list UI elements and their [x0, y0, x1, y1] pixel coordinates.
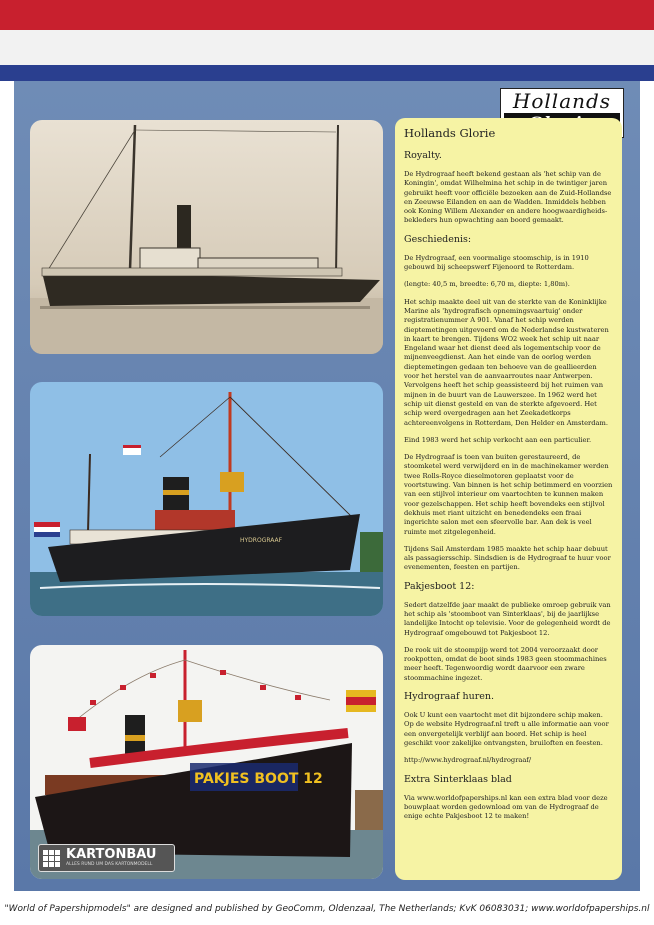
paragraph: Sedert datzelfde jaar maakt de publieke omroep gebruik van het schip als 'stoomboot van Sinterklaas', bij de jaarlijkse landelijke Intocht op televisie. Voor de gelegenheid wordt de Hydrograaf omgebouwd tot Pakjesboot 12.	[404, 600, 611, 637]
section-heading: Royalty.	[404, 150, 442, 161]
paragraph: De Hydrograaf, een voormalige stoomschip, is in 1910 gebouwd bij scheepswerf Fijenoord te Rotterdam.	[404, 253, 589, 272]
kartonbau-grid-icon	[43, 850, 60, 867]
section-heading: Hydrograaf huren.	[404, 691, 495, 703]
paragraph: Eind 1983 werd het schip verkocht aan een particulier.	[404, 435, 592, 444]
ship-banner-text: PAKJES BOOT 12	[194, 771, 323, 787]
kartonbau-name: KARTONBAU	[66, 847, 157, 862]
photo-historic-ship	[30, 120, 383, 354]
paragraph: Het schip maakte deel uit van de sterkte van de Koninklijke Marine als 'hydrografisch opnemingsvaartuig' onder registratienummer A 901. Vanaf het schip werden dieptemetingen uitgevoerd om de Nederlandse kustwateren in kaart te brengen. Tijdens WO2 week het schip uit naar Engeland waar het dienst deed als logementschip voor de mijnenveegdienst. Aan het einde van de oorlog werden dieptemetingen gedaan ten behoeve van de geallieerden voor het herstel van de aanvaarroutes naar Antwerpen. Vervolgens heeft het schip geassisteerd bij het ruimen van mijnen in de buurt van de Lauwerszee. In 1962 werd het schip uit dienst gesteld en van de sterkte afgevoerd. Het schip werd overgedragen aan het Zeekadetkorps achtereenvolgens in Rotterdam, Den Helder en Amsterdam.	[404, 297, 609, 427]
ship-hull-name: HYDROGRAAF	[240, 537, 283, 544]
section-heading: Pakjesboot 12:	[404, 580, 475, 592]
flag-stripe-blue	[0, 65, 654, 81]
paragraph: Via www.worldofpaperships.nl kan een extra blad voor deze bouwplaat worden gedownload om van de Hydrograaf de enige echte Pakjesboot 12 te maken!	[404, 793, 608, 821]
section-heading: Geschiedenis:	[404, 233, 472, 245]
article-title: Hollands Glorie	[404, 126, 496, 140]
footer-credits: "World of Papershipmodels" are designed and published by GeoComm, Oldenzaal, The Netherlands; KvK 06083031; www.worldofpaperships.nl	[4, 904, 650, 914]
article-text-box	[395, 118, 622, 880]
website-link[interactable]: http://www.hydrograaf.nl/hydrograaf/	[404, 756, 532, 765]
paragraph: De Hydrograaf is toen van buiten gerestaureerd, de stoomketel werd verwijderd en in de machinekamer werden twee Rolls-Royce dieselmotoren geplaatst voor de voortstuwing. Van binnen is het schip betimmerd en voorzien van een stijlvol interieur om vaartochten te kunnen maken voor gezelschappen. Het schip heeft bovendeks een stijlvol dekhuis met riant uitzicht en benedendeks een fraai ingerichte salon met een sfeervolle bar. Aan dek is veel ruimte met zitgelegenheid.	[404, 453, 613, 536]
flag-stripe-red	[0, 0, 654, 30]
paragraph: De Hydrograaf heeft bekend gestaan als 'het schip van de Koningin', omdat Wilhelmina het schip in de twintiger jaren gebruikt heeft voor officiële bezoeken aan de Zuid-Hollandse en Zeeuwse Eilanden en aan de Wadden. Inmiddels hebben ook Koning Willem Alexander en andere hoogwaardigheids-bekleders hun opwachting aan boord gemaakt.	[404, 170, 612, 225]
paragraph: (lengte: 40,5 m, breedte: 6,70 m, diepte: 1,80m).	[404, 280, 570, 289]
section-heading: Extra Sinterklaas blad	[404, 773, 512, 785]
logo-line-1: Hollands	[512, 89, 612, 113]
paragraph: Ook U kunt een vaartocht met dit bijzondere schip maken. Op de website Hydrograaf.nl treft u alle informatie aan voor een onvergetelijk verblijf aan boord. Het schip is heel geschikt voor zakelijke ontvangsten, bruiloften en feesten.	[404, 711, 609, 747]
paragraph: Tijdens Sail Amsterdam 1985 maakte het schip haar debuut als passagiersschip. Sindsdien is de Hydrograaf te huur voor evenementen, feesten en partijen.	[404, 544, 611, 572]
paragraph: De rook uit de stoompijp werd tot 2004 veroorzaakt door rookpotten, omdat de boot sinds 1983 geen stoommachines meer heeft. Tegenwoordig wordt daarvoor een zware stoommachine ingezet.	[404, 645, 607, 682]
kartonbau-subtitle: ALLES RUND UM DAS KARTONMODELL	[66, 862, 153, 867]
flag-stripe-white	[0, 30, 654, 65]
kartonbau-logo	[38, 844, 175, 872]
photo-hydrograaf-ship	[30, 382, 383, 616]
